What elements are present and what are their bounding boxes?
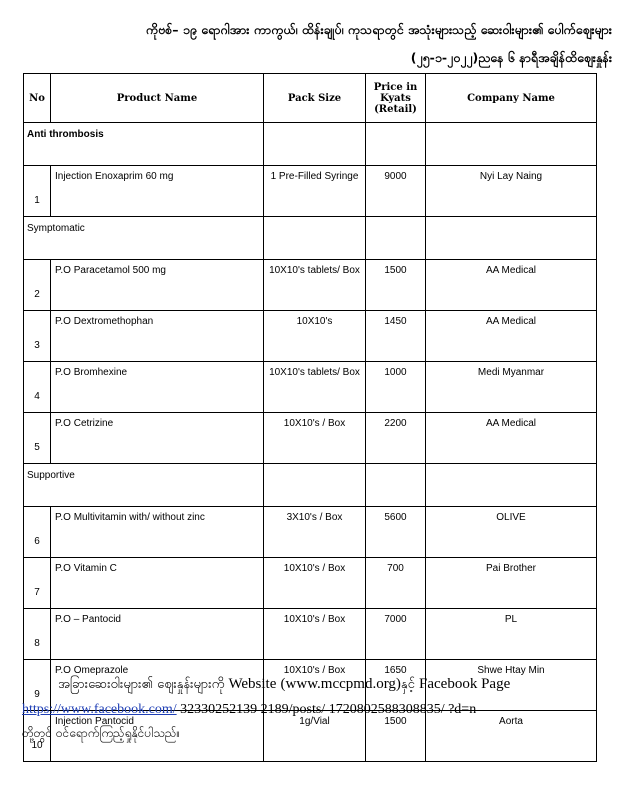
price: 1500 <box>366 711 426 762</box>
pack-size: 1g/Vial <box>264 711 366 762</box>
row-number: 4 <box>24 362 51 413</box>
company-name: Medi Myanmar <box>426 362 597 413</box>
price-header-line2: Kyats <box>380 92 411 104</box>
facebook-link-rest: 32330252139 2189/posts/ 1720802588308835/ ?d=n <box>180 702 477 717</box>
row-number: 9 <box>24 660 51 711</box>
product-name: P.O – Pantocid <box>51 609 264 660</box>
footer-line-1 <box>22 676 602 695</box>
footer-intro: အခြားဆေးဝါးများ၏ ဈေးနှုန်းများကို <box>58 677 225 692</box>
col-header-price <box>366 74 426 123</box>
pack-size: 10X10's / Box <box>264 413 366 464</box>
document-title: ကိုဗစ်– ၁၉ ရောဂါအား ကာကွယ်၊ ထိန်းချုပ်၊ ကုသရာတွင် အသုံးများသည့် ဆေးဝါးများ၏ ပေါက်ဈေးများ <box>145 22 612 37</box>
company-name: AA Medical <box>426 260 597 311</box>
company-name: PL <box>426 609 597 660</box>
price-header-line3: (Retail) <box>374 103 417 115</box>
pack-size: 10X10's / Box <box>264 609 366 660</box>
footer-facebook-label: Facebook Page <box>419 676 511 692</box>
empty-cell <box>426 217 597 260</box>
product-name: Injection Pantocid <box>51 711 264 762</box>
footer-website-label: Website <box>228 676 277 692</box>
table-row <box>24 311 597 362</box>
price: 7000 <box>366 609 426 660</box>
product-name: P.O Paracetamol 500 mg <box>51 260 264 311</box>
col-header-product: Product Name <box>51 74 264 123</box>
price: 2200 <box>366 413 426 464</box>
table-body <box>24 123 597 762</box>
row-number: 6 <box>24 507 51 558</box>
pack-size: 10X10's / Box <box>264 660 366 711</box>
category-row <box>24 123 597 166</box>
footer-line-3: တို့တွင် ဝင်ရောက်ကြည့်ရှုနိုင်ပါသည်။ <box>22 726 181 740</box>
pack-size: 10X10's <box>264 311 366 362</box>
table-row <box>24 558 597 609</box>
row-number: 10 <box>24 711 51 762</box>
empty-cell <box>366 123 426 166</box>
product-name: P.O Vitamin C <box>51 558 264 609</box>
table-row <box>24 166 597 217</box>
company-name: OLIVE <box>426 507 597 558</box>
footer-line-2 <box>22 702 602 718</box>
company-name: AA Medical <box>426 413 597 464</box>
product-name: P.O Bromhexine <box>51 362 264 413</box>
product-name: P.O Omeprazole <box>51 660 264 711</box>
company-name: Shwe Htay Min <box>426 660 597 711</box>
price: 1650 <box>366 660 426 711</box>
product-name: Injection Enoxaprim 60 mg <box>51 166 264 217</box>
price-header-line1: Price in <box>373 81 418 93</box>
company-name: AA Medical <box>426 311 597 362</box>
empty-cell <box>264 123 366 166</box>
empty-cell <box>426 464 597 507</box>
table-header-row <box>24 74 597 123</box>
table-row <box>24 413 597 464</box>
pack-size: 1 Pre-Filled Syringe <box>264 166 366 217</box>
category-label: Anti thrombosis <box>24 123 264 166</box>
row-number: 2 <box>24 260 51 311</box>
col-header-company: Company Name <box>426 74 597 123</box>
empty-cell <box>264 464 366 507</box>
col-header-pack: Pack Size <box>264 74 366 123</box>
company-name: Nyi Lay Naing <box>426 166 597 217</box>
pack-size: 10X10's tablets/ Box <box>264 260 366 311</box>
category-label: Symptomatic <box>24 217 264 260</box>
product-name: P.O Dextromethophan <box>51 311 264 362</box>
table-row <box>24 260 597 311</box>
category-label: Supportive <box>24 464 264 507</box>
empty-cell <box>264 217 366 260</box>
row-number: 3 <box>24 311 51 362</box>
empty-cell <box>366 217 426 260</box>
product-name: P.O Multivitamin with/ without zinc <box>51 507 264 558</box>
footer-website-url[interactable]: (www.mccpmd.org) <box>280 676 401 692</box>
pack-size: 3X10's / Box <box>264 507 366 558</box>
pack-size: 10X10's tablets/ Box <box>264 362 366 413</box>
price: 1500 <box>366 260 426 311</box>
price: 700 <box>366 558 426 609</box>
document-date-line: (၂၅-၁-၂၀၂၂)ညနေ ၆ နာရီအချိန်ထိဈေးနှုန်း <box>410 50 612 65</box>
price: 5600 <box>366 507 426 558</box>
empty-cell <box>366 464 426 507</box>
category-row <box>24 464 597 507</box>
product-name: P.O Cetrizine <box>51 413 264 464</box>
price: 1450 <box>366 311 426 362</box>
table-row <box>24 609 597 660</box>
col-header-no: No <box>24 74 51 123</box>
row-number: 1 <box>24 166 51 217</box>
row-number: 5 <box>24 413 51 464</box>
table-row <box>24 362 597 413</box>
footer-and: နှင့် <box>400 677 415 692</box>
price: 9000 <box>366 166 426 217</box>
category-row <box>24 217 597 260</box>
company-name: Aorta <box>426 711 597 762</box>
row-number: 7 <box>24 558 51 609</box>
row-number: 8 <box>24 609 51 660</box>
company-name: Pai Brother <box>426 558 597 609</box>
facebook-link[interactable]: https://www.facebook.com/ <box>22 702 177 717</box>
empty-cell <box>426 123 597 166</box>
price-table <box>23 73 597 762</box>
price: 1000 <box>366 362 426 413</box>
pack-size: 10X10's / Box <box>264 558 366 609</box>
table-row <box>24 507 597 558</box>
